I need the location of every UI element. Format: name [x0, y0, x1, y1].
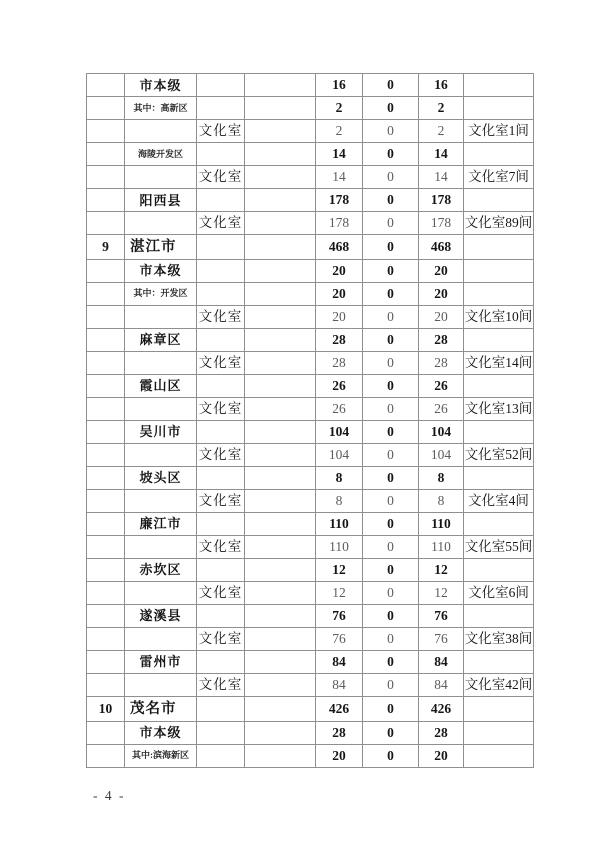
- row-index-cell: [87, 259, 125, 282]
- note-cell: 文化室55间: [464, 535, 534, 558]
- value-second-cell: 0: [363, 328, 419, 351]
- table-row: [87, 282, 534, 305]
- value-total-cell: 8: [316, 466, 363, 489]
- blank-cell: [245, 374, 316, 397]
- region-name-cell: [125, 443, 197, 466]
- blank-cell: [245, 328, 316, 351]
- blank-cell: [245, 189, 316, 212]
- facility-cell: [197, 744, 245, 767]
- row-index-cell: [87, 466, 125, 489]
- blank-cell: [245, 558, 316, 581]
- value-second-cell: 0: [363, 351, 419, 374]
- table-row: [87, 143, 534, 166]
- region-name-cell: 湛江市: [125, 235, 197, 260]
- table-row: [87, 74, 534, 97]
- value-second-cell: 0: [363, 558, 419, 581]
- blank-cell: [245, 512, 316, 535]
- value-total-cell: 26: [316, 397, 363, 420]
- value-total-cell: 76: [316, 627, 363, 650]
- value-total-cell: 20: [316, 282, 363, 305]
- region-name-cell: 市本级: [125, 259, 197, 282]
- facility-cell: 文化室: [197, 535, 245, 558]
- value-total-cell: 12: [316, 558, 363, 581]
- value-total-cell: 8: [316, 489, 363, 512]
- value-third-cell: 20: [419, 259, 464, 282]
- value-third-cell: 426: [419, 697, 464, 722]
- note-cell: [464, 512, 534, 535]
- facility-cell: [197, 235, 245, 260]
- value-second-cell: 0: [363, 305, 419, 328]
- value-third-cell: 8: [419, 466, 464, 489]
- table-row: [87, 627, 534, 650]
- facility-cell: 文化室: [197, 627, 245, 650]
- blank-cell: [245, 212, 316, 235]
- value-second-cell: 0: [363, 282, 419, 305]
- value-second-cell: 0: [363, 397, 419, 420]
- value-second-cell: 0: [363, 374, 419, 397]
- note-cell: [464, 235, 534, 260]
- blank-cell: [245, 443, 316, 466]
- blank-cell: [245, 604, 316, 627]
- row-index-cell: 9: [87, 235, 125, 260]
- value-total-cell: 110: [316, 512, 363, 535]
- table-row: [87, 604, 534, 627]
- value-second-cell: 0: [363, 604, 419, 627]
- blank-cell: [245, 166, 316, 189]
- value-third-cell: 14: [419, 143, 464, 166]
- note-cell: 文化室52间: [464, 443, 534, 466]
- facility-cell: [197, 558, 245, 581]
- table-row: [87, 466, 534, 489]
- blank-cell: [245, 259, 316, 282]
- value-total-cell: 26: [316, 374, 363, 397]
- blank-cell: [245, 420, 316, 443]
- row-index-cell: [87, 512, 125, 535]
- table-row: [87, 558, 534, 581]
- facility-cell: [197, 697, 245, 722]
- value-third-cell: 104: [419, 443, 464, 466]
- value-third-cell: 110: [419, 535, 464, 558]
- facility-cell: 文化室: [197, 397, 245, 420]
- row-index-cell: 10: [87, 697, 125, 722]
- value-second-cell: 0: [363, 74, 419, 97]
- table-row: [87, 166, 534, 189]
- table-row: [87, 581, 534, 604]
- value-total-cell: 110: [316, 535, 363, 558]
- region-name-cell: 霞山区: [125, 374, 197, 397]
- row-index-cell: [87, 120, 125, 143]
- value-third-cell: 110: [419, 512, 464, 535]
- region-name-cell: [125, 489, 197, 512]
- table-row: [87, 397, 534, 420]
- table-row: [87, 512, 534, 535]
- blank-cell: [245, 697, 316, 722]
- table-row: [87, 650, 534, 673]
- row-index-cell: [87, 166, 125, 189]
- region-name-cell: 廉江市: [125, 512, 197, 535]
- table-row: [87, 535, 534, 558]
- region-name-cell: [125, 535, 197, 558]
- note-cell: [464, 374, 534, 397]
- facility-cell: 文化室: [197, 581, 245, 604]
- table-row: [87, 489, 534, 512]
- value-third-cell: 26: [419, 374, 464, 397]
- value-third-cell: 14: [419, 166, 464, 189]
- blank-cell: [245, 397, 316, 420]
- row-index-cell: [87, 328, 125, 351]
- value-third-cell: 2: [419, 120, 464, 143]
- facility-cell: [197, 466, 245, 489]
- note-cell: 文化室10间: [464, 305, 534, 328]
- value-third-cell: 2: [419, 97, 464, 120]
- region-name-cell: [125, 674, 197, 697]
- note-cell: [464, 420, 534, 443]
- note-cell: [464, 650, 534, 673]
- facility-cell: [197, 282, 245, 305]
- region-name-cell: 市本级: [125, 721, 197, 744]
- value-second-cell: 0: [363, 466, 419, 489]
- row-index-cell: [87, 189, 125, 212]
- table-row: [87, 189, 534, 212]
- blank-cell: [245, 466, 316, 489]
- value-second-cell: 0: [363, 650, 419, 673]
- value-third-cell: 84: [419, 674, 464, 697]
- value-second-cell: 0: [363, 721, 419, 744]
- value-third-cell: 76: [419, 627, 464, 650]
- table-row: [87, 351, 534, 374]
- row-index-cell: [87, 374, 125, 397]
- value-third-cell: 76: [419, 604, 464, 627]
- row-index-cell: [87, 558, 125, 581]
- value-second-cell: 0: [363, 235, 419, 260]
- value-total-cell: 104: [316, 420, 363, 443]
- region-name-cell: 市本级: [125, 74, 197, 97]
- value-total-cell: 2: [316, 120, 363, 143]
- value-third-cell: 178: [419, 212, 464, 235]
- note-cell: 文化室89间: [464, 212, 534, 235]
- note-cell: [464, 328, 534, 351]
- facility-cell: [197, 259, 245, 282]
- facility-cell: 文化室: [197, 120, 245, 143]
- blank-cell: [245, 235, 316, 260]
- row-index-cell: [87, 581, 125, 604]
- value-total-cell: 28: [316, 721, 363, 744]
- facility-cell: [197, 650, 245, 673]
- note-cell: [464, 259, 534, 282]
- facility-cell: [197, 189, 245, 212]
- note-cell: [464, 189, 534, 212]
- table-row: [87, 744, 534, 767]
- table-row: [87, 374, 534, 397]
- row-index-cell: [87, 674, 125, 697]
- row-index-cell: [87, 627, 125, 650]
- value-total-cell: 84: [316, 650, 363, 673]
- value-third-cell: 20: [419, 305, 464, 328]
- row-index-cell: [87, 143, 125, 166]
- note-cell: [464, 466, 534, 489]
- value-total-cell: 84: [316, 674, 363, 697]
- value-second-cell: 0: [363, 212, 419, 235]
- blank-cell: [245, 744, 316, 767]
- page-number: - 4 -: [93, 788, 126, 803]
- region-name-cell: 雷州市: [125, 650, 197, 673]
- value-total-cell: 76: [316, 604, 363, 627]
- region-name-cell: 遂溪县: [125, 604, 197, 627]
- facility-cell: [197, 420, 245, 443]
- note-cell: 文化室1间: [464, 120, 534, 143]
- note-cell: [464, 721, 534, 744]
- note-cell: [464, 697, 534, 722]
- value-total-cell: 28: [316, 351, 363, 374]
- value-third-cell: 20: [419, 282, 464, 305]
- blank-cell: [245, 120, 316, 143]
- note-cell: [464, 558, 534, 581]
- facility-cell: [197, 97, 245, 120]
- facility-cell: 文化室: [197, 305, 245, 328]
- value-second-cell: 0: [363, 120, 419, 143]
- region-name-cell: [125, 166, 197, 189]
- facility-cell: [197, 512, 245, 535]
- value-second-cell: 0: [363, 166, 419, 189]
- facility-cell: [197, 374, 245, 397]
- note-cell: 文化室13间: [464, 397, 534, 420]
- value-third-cell: 178: [419, 189, 464, 212]
- table-row: [87, 259, 534, 282]
- region-name-cell: [125, 212, 197, 235]
- region-name-cell: 茂名市: [125, 697, 197, 722]
- value-total-cell: 14: [316, 143, 363, 166]
- table-body: [87, 74, 534, 768]
- value-third-cell: 28: [419, 721, 464, 744]
- table-row: [87, 305, 534, 328]
- row-index-cell: [87, 305, 125, 328]
- value-total-cell: 104: [316, 443, 363, 466]
- region-name-cell: 吴川市: [125, 420, 197, 443]
- row-index-cell: [87, 212, 125, 235]
- region-name-cell: 阳西县: [125, 189, 197, 212]
- note-cell: 文化室6间: [464, 581, 534, 604]
- value-second-cell: 0: [363, 259, 419, 282]
- value-total-cell: 178: [316, 212, 363, 235]
- value-total-cell: 20: [316, 305, 363, 328]
- note-cell: [464, 74, 534, 97]
- region-name-cell: [125, 305, 197, 328]
- value-third-cell: 84: [419, 650, 464, 673]
- value-total-cell: 20: [316, 744, 363, 767]
- value-second-cell: 0: [363, 189, 419, 212]
- facility-cell: 文化室: [197, 489, 245, 512]
- note-cell: [464, 744, 534, 767]
- region-name-cell: 其中：高新区: [125, 97, 197, 120]
- note-cell: 文化室4间: [464, 489, 534, 512]
- row-index-cell: [87, 351, 125, 374]
- value-total-cell: 2: [316, 97, 363, 120]
- row-index-cell: [87, 650, 125, 673]
- facility-cell: [197, 604, 245, 627]
- value-third-cell: 20: [419, 744, 464, 767]
- blank-cell: [245, 674, 316, 697]
- value-second-cell: 0: [363, 674, 419, 697]
- row-index-cell: [87, 97, 125, 120]
- value-third-cell: 468: [419, 235, 464, 260]
- region-name-cell: [125, 397, 197, 420]
- region-name-cell: [125, 581, 197, 604]
- value-total-cell: 426: [316, 697, 363, 722]
- note-cell: 文化室42间: [464, 674, 534, 697]
- value-total-cell: 178: [316, 189, 363, 212]
- blank-cell: [245, 650, 316, 673]
- blank-cell: [245, 143, 316, 166]
- blank-cell: [245, 627, 316, 650]
- blank-cell: [245, 489, 316, 512]
- blank-cell: [245, 581, 316, 604]
- facility-cell: 文化室: [197, 351, 245, 374]
- table-row: [87, 120, 534, 143]
- value-second-cell: 0: [363, 143, 419, 166]
- blank-cell: [245, 305, 316, 328]
- note-cell: [464, 97, 534, 120]
- row-index-cell: [87, 420, 125, 443]
- note-cell: 文化室14间: [464, 351, 534, 374]
- value-second-cell: 0: [363, 443, 419, 466]
- value-third-cell: 12: [419, 581, 464, 604]
- note-cell: [464, 604, 534, 627]
- facility-cell: [197, 143, 245, 166]
- facility-cell: 文化室: [197, 212, 245, 235]
- value-third-cell: 26: [419, 397, 464, 420]
- note-cell: 文化室7间: [464, 166, 534, 189]
- region-name-cell: 其中:滨海新区: [125, 744, 197, 767]
- value-second-cell: 0: [363, 581, 419, 604]
- value-third-cell: 8: [419, 489, 464, 512]
- blank-cell: [245, 74, 316, 97]
- value-second-cell: 0: [363, 489, 419, 512]
- row-index-cell: [87, 535, 125, 558]
- value-third-cell: 104: [419, 420, 464, 443]
- table-row: [87, 328, 534, 351]
- value-second-cell: 0: [363, 744, 419, 767]
- region-name-cell: 海陵开发区: [125, 143, 197, 166]
- value-third-cell: 28: [419, 328, 464, 351]
- statistics-table: [86, 73, 534, 768]
- table-row: [87, 697, 534, 722]
- note-cell: [464, 282, 534, 305]
- facility-cell: [197, 721, 245, 744]
- value-total-cell: 468: [316, 235, 363, 260]
- table-row: [87, 97, 534, 120]
- row-index-cell: [87, 604, 125, 627]
- region-name-cell: 麻章区: [125, 328, 197, 351]
- facility-cell: 文化室: [197, 166, 245, 189]
- region-name-cell: 坡头区: [125, 466, 197, 489]
- region-name-cell: 赤坎区: [125, 558, 197, 581]
- value-third-cell: 12: [419, 558, 464, 581]
- facility-cell: 文化室: [197, 674, 245, 697]
- value-second-cell: 0: [363, 420, 419, 443]
- facility-cell: 文化室: [197, 443, 245, 466]
- region-name-cell: [125, 120, 197, 143]
- table-row: [87, 721, 534, 744]
- value-second-cell: 0: [363, 512, 419, 535]
- region-name-cell: 其中：开发区: [125, 282, 197, 305]
- region-name-cell: [125, 627, 197, 650]
- row-index-cell: [87, 721, 125, 744]
- row-index-cell: [87, 397, 125, 420]
- value-total-cell: 20: [316, 259, 363, 282]
- facility-cell: [197, 74, 245, 97]
- value-third-cell: 28: [419, 351, 464, 374]
- row-index-cell: [87, 74, 125, 97]
- value-second-cell: 0: [363, 535, 419, 558]
- value-second-cell: 0: [363, 97, 419, 120]
- table-row: [87, 674, 534, 697]
- value-second-cell: 0: [363, 697, 419, 722]
- value-total-cell: 16: [316, 74, 363, 97]
- table-row: [87, 420, 534, 443]
- value-second-cell: 0: [363, 627, 419, 650]
- row-index-cell: [87, 744, 125, 767]
- row-index-cell: [87, 282, 125, 305]
- note-cell: 文化室38间: [464, 627, 534, 650]
- blank-cell: [245, 351, 316, 374]
- row-index-cell: [87, 443, 125, 466]
- value-total-cell: 12: [316, 581, 363, 604]
- value-third-cell: 16: [419, 74, 464, 97]
- table-row: [87, 235, 534, 260]
- note-cell: [464, 143, 534, 166]
- value-total-cell: 14: [316, 166, 363, 189]
- table-row: [87, 212, 534, 235]
- blank-cell: [245, 535, 316, 558]
- blank-cell: [245, 282, 316, 305]
- blank-cell: [245, 97, 316, 120]
- facility-cell: [197, 328, 245, 351]
- region-name-cell: [125, 351, 197, 374]
- blank-cell: [245, 721, 316, 744]
- table-row: [87, 443, 534, 466]
- row-index-cell: [87, 489, 125, 512]
- value-total-cell: 28: [316, 328, 363, 351]
